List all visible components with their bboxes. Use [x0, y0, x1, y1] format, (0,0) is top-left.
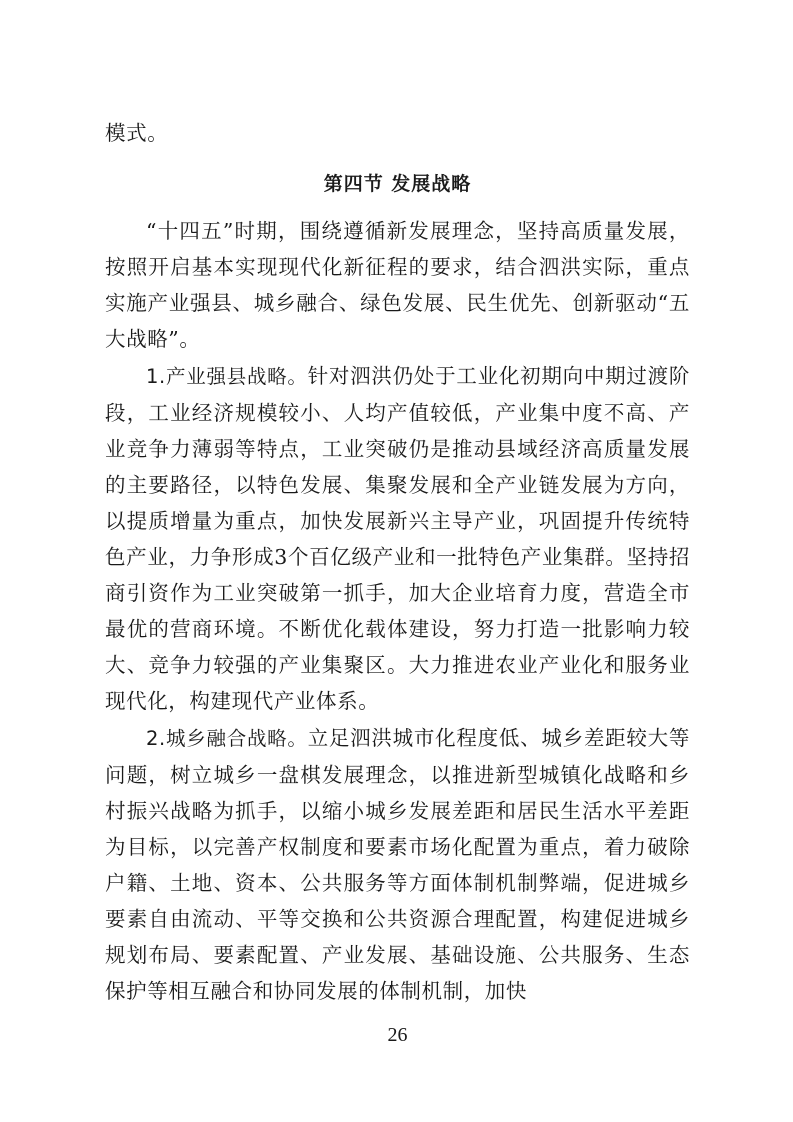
strategy-lead: 1.产业强县战略。 [146, 365, 308, 388]
strategy-paragraph-urban-rural [105, 720, 690, 1009]
strategy-body: 针对泗洪仍处于工业化初期向中期过渡阶段，工业经济规模较小、人均产值较低，产业集中度不高、产业竞争力薄弱等特点，工业突破仍是推动县域经济高质量发展的主要路径，以特色发展、集聚发展和全产业链发展为方向，以提质增量为重点，加快发展新兴主导产业，巩固提升传统特色产业，力争形成3个百亿级产业和一批特色产业集群。坚持招商引资作为工业突破第一抓手，加大企业培育力度，营造全市最优的营商环境。不断优化载体建设，努力打造一批影响力较大、竞争力较强的产业集聚区。大力推进农业产业化和服务业现代化，构建现代产业体系。 [105, 364, 690, 713]
section-heading: 第四节 发展战略 [323, 173, 472, 195]
page-number: 26 [387, 1024, 408, 1046]
document-page [105, 0, 690, 1122]
continuation-text: 模式。 [105, 121, 169, 145]
intro-paragraph: “十四五”时期，围绕遵循新发展理念，坚持高质量发展，按照开启基本实现现代化新征程的要求，结合泗洪实际，重点实施产业强县、城乡融合、绿色发展、民生优先、创新驱动“五大战略”。 [105, 219, 690, 351]
strategy-lead: 2.城乡融合战略。 [146, 727, 308, 750]
strategy-body: 立足泗洪城市化程度低、城乡差距较大等问题，树立城乡一盘棋发展理念，以推进新型城镇化战略和乡村振兴战略为抓手，以缩小城乡发展差距和居民生活水平差距为目标，以完善产权制度和要素市场化配置为重点，着力破除户籍、土地、资本、公共服务等方面体制机制弊端，促进城乡要素自由流动、平等交换和公共资源合理配置，构建促进城乡规划布局、要素配置、产业发展、基础设施、公共服务、生态保护等相互融合和协同发展的体制机制，加快 [105, 726, 690, 1003]
strategy-paragraph-industry [105, 358, 690, 719]
